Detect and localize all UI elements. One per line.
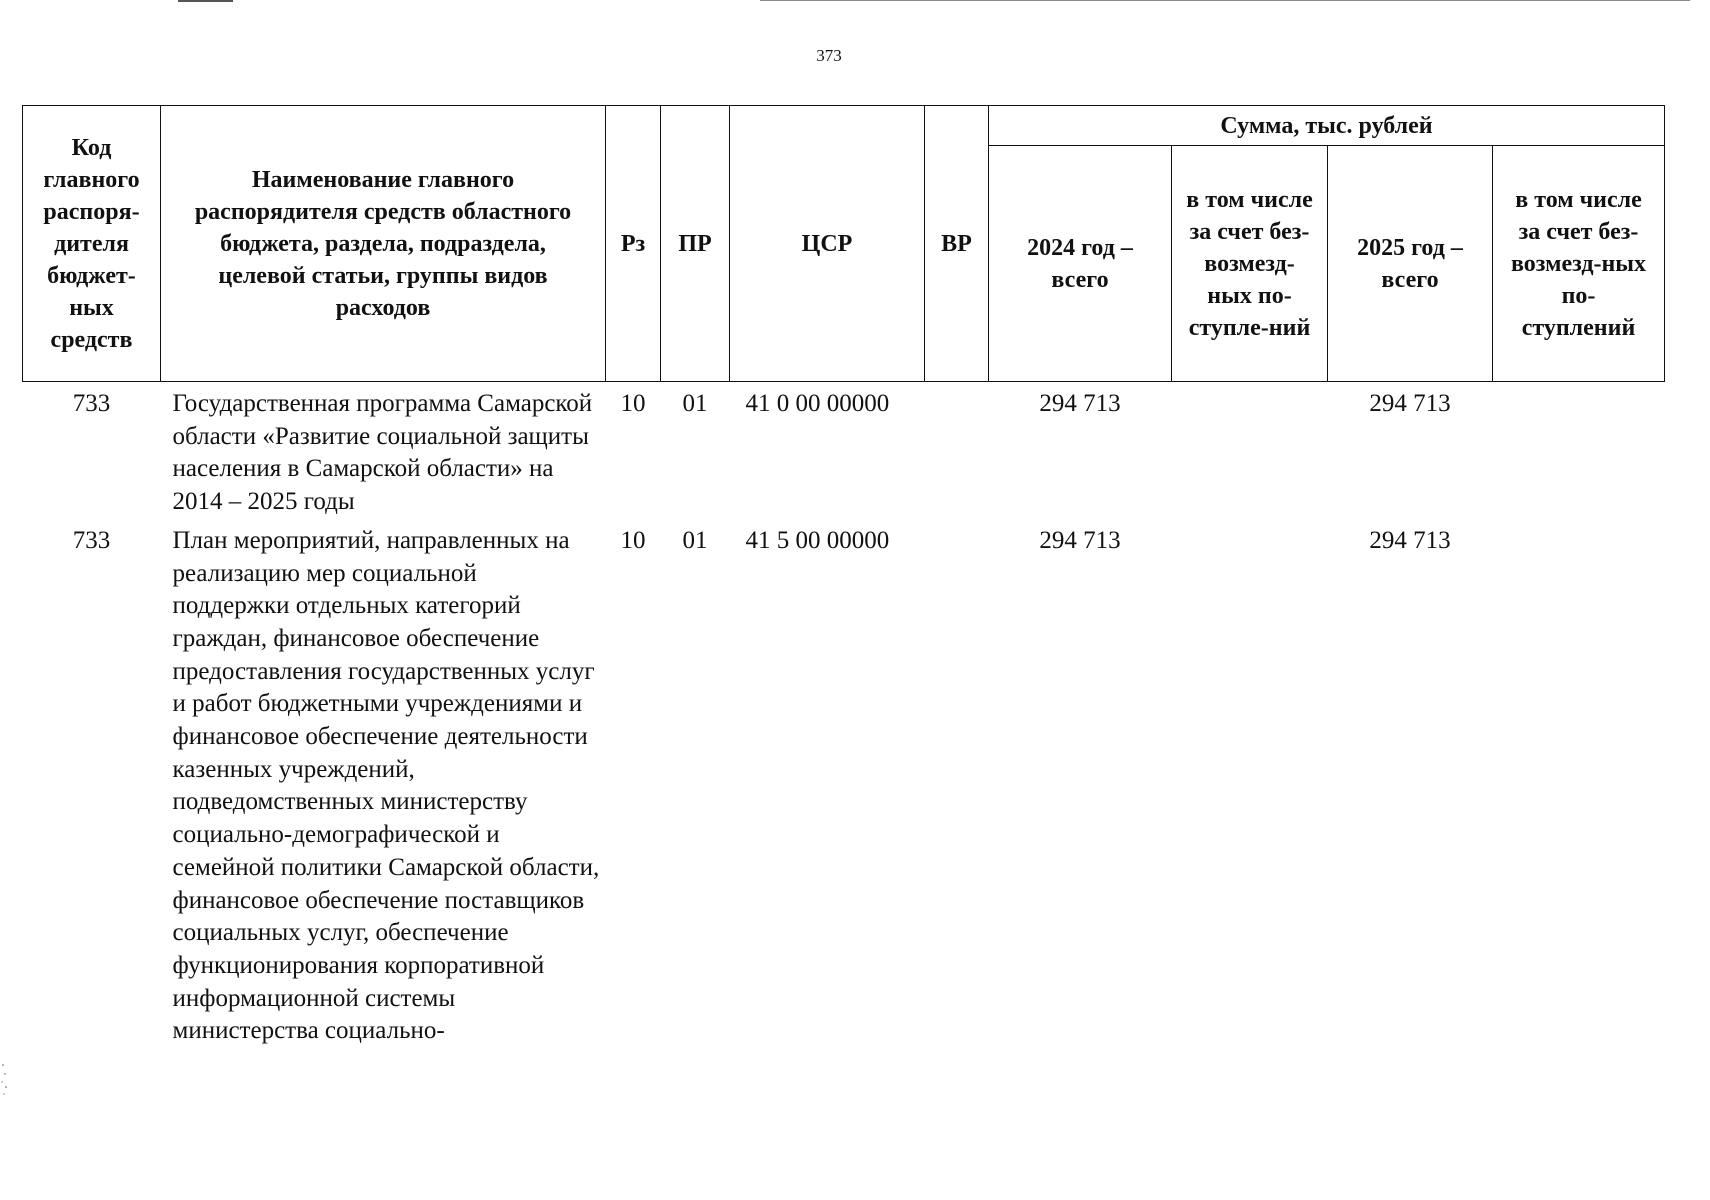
row-sum-2024: 294 713 [1039,390,1121,417]
header-2024-total: 2024 год – всего [989,146,1172,382]
row-sum-2024: 294 713 [1039,526,1121,554]
header-vr: ВР [925,106,989,382]
row-sum-2025: 294 713 [1369,390,1451,417]
page-number: 373 [816,46,842,65]
row-free-2024 [1172,519,1328,1048]
row-name: План мероприятий, направленных на реализацию мер социальной поддержки отдельных категорий граждан, финансовое обеспечение предоставления государственных услуг и работ бюджетными учреждениями и финансовое обеспечение деятельности казенных учреждений, подведомственных министерству социально-демографической и семейной политики Самарской области, финансовое обеспечение поставщиков социальных услуг, обеспечение функционирования корпоративной информационной системы министерства социально- [172,526,600,1045]
header-rz: Рз [606,106,661,382]
table-row [23,382,1665,519]
row-code: 733 [72,390,111,417]
row-sum-2025: 294 713 [1369,526,1451,554]
header-pr: ПР [661,106,730,382]
scan-edge-line [760,0,1690,1]
header-code: Код главного распоря-дителя бюджет-ных средств [23,106,161,382]
row-name: Государственная программа Самарской области «Развитие социальной защиты населения в Самарской области» на 2014 – 2025 годы [172,390,593,516]
scan-specks [0,1060,10,1110]
row-pr: 01 [682,526,708,554]
row-free-2024 [1172,382,1328,519]
row-csr: 41 0 00 00000 [745,390,890,417]
row-csr: 41 5 00 00000 [745,526,890,554]
row-code: 733 [72,526,111,554]
header-csr: ЦСР [730,106,925,382]
row-vr [925,382,989,519]
budget-table [22,105,1665,1048]
row-pr: 01 [682,390,708,417]
table-row [23,519,1665,1048]
row-free-2025 [1493,382,1665,519]
row-rz: 10 [620,526,646,554]
row-vr [925,519,989,1048]
header-2024-free: в том числе за счет без-возмезд-ных по-ступле-ний [1172,146,1328,382]
row-free-2025 [1493,519,1665,1048]
table-header [23,106,1665,382]
row-rz: 10 [620,390,646,417]
header-2025-free: в том числе за счет без-возмезд-ных по-ступлений [1493,146,1665,382]
header-sum-group: Сумма, тыс. рублей [989,106,1665,146]
scan-edge-line [178,0,233,2]
header-name: Наименование главного распорядителя средств областного бюджета, раздела, подраздела, целевой статьи, группы видов расходов [161,106,606,382]
header-2025-total: 2025 год – всего [1328,146,1493,382]
